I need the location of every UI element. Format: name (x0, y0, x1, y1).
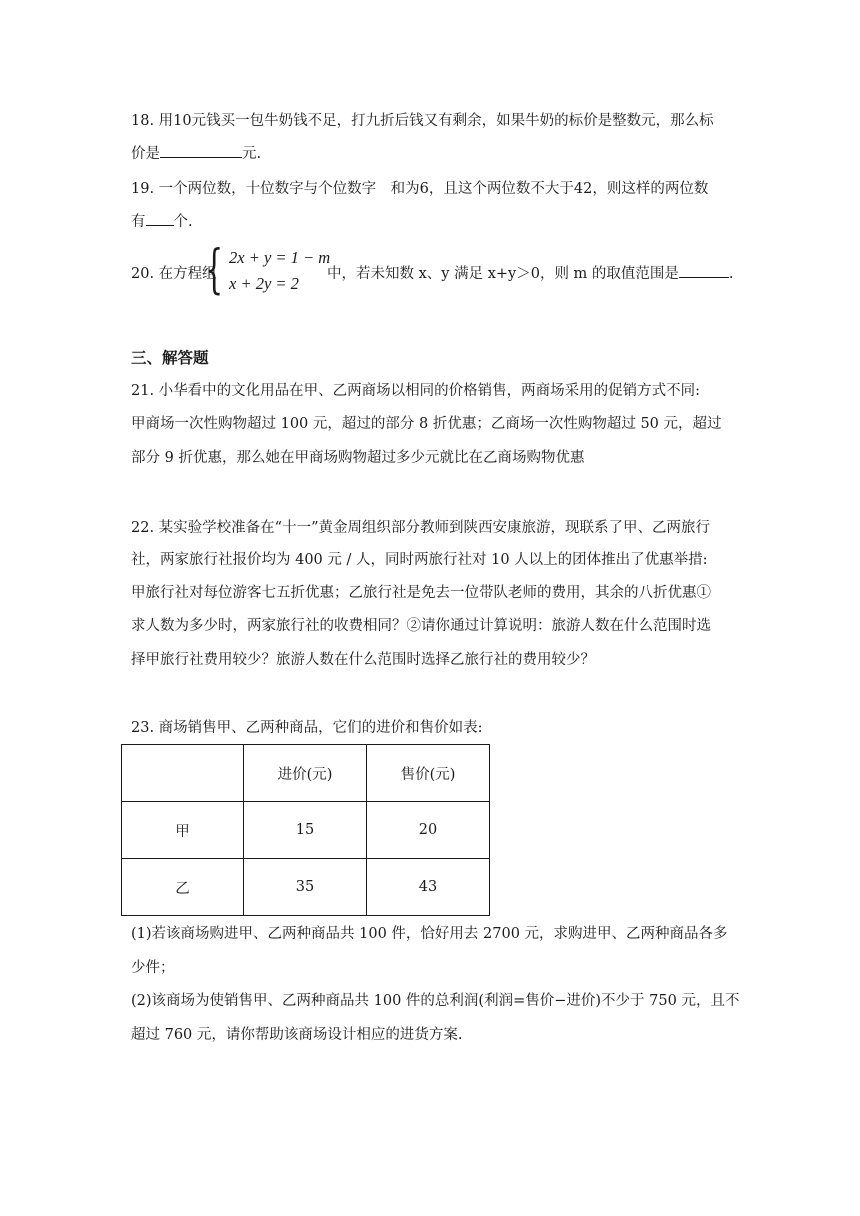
table-cell: 乙 (122, 859, 244, 916)
q20-condition-text: 中，若未知数 x、y 满足 x+y＞0，则 m 的取值范围是 (327, 266, 679, 282)
q19-prefix: 有 (131, 214, 146, 230)
section-heading: 三、解答题 (131, 348, 209, 367)
table-header-cell: 售价(元) (367, 745, 490, 802)
q23-part2-line-2: 超过 760 元，请你帮助该商场设计相应的进货方案. (131, 1027, 463, 1043)
q23-part2-line-1: (2)该商场为使销售甲、乙两种商品共 100 件的总利润(利润=售价−进价)不少于 750 元，且不 (131, 993, 740, 1009)
table-cell: 43 (367, 859, 490, 916)
table-cell: 20 (367, 802, 490, 859)
q20-equation-2: x + 2y = 2 (229, 274, 299, 293)
q20-label: 20. 在方程组 (131, 266, 217, 282)
table-header-row (122, 745, 490, 802)
q19-answer-blank[interactable] (146, 211, 174, 226)
q18-prefix: 价是 (131, 146, 160, 162)
q22-line-3: 甲旅行社对每位游客七五折优惠；乙旅行社是免去一位带队老师的费用，其余的八折优惠① (131, 585, 711, 601)
q18-line-2 (131, 143, 261, 165)
q23-intro: 23. 商场销售甲、乙两种商品，它们的进价和售价如表: (131, 720, 483, 736)
q19-line-2 (131, 211, 193, 233)
q18-answer-blank[interactable] (160, 143, 242, 158)
table-header-cell: 进价(元) (244, 745, 367, 802)
q21-line-3: 部分 9 折优惠，那么她在甲商场购物超过多少元就比在乙商场购物优惠 (131, 450, 585, 466)
table-row (122, 859, 490, 916)
q19-suffix: 个. (173, 214, 193, 230)
q21-line-2: 甲商场一次性购物超过 100 元，超过的部分 8 折优惠；乙商场一次性购物超过 50 元，超过 (131, 416, 722, 432)
q20-condition (327, 262, 734, 283)
q20-suffix: . (728, 266, 734, 282)
table-cell: 甲 (122, 802, 244, 859)
q21-line-1: 21. 小华看中的文化用品在甲、乙两商场以相同的价格销售，两商场采用的促销方式不同: (131, 383, 701, 399)
q22-line-5: 择甲旅行社费用较少？旅游人数在什么范围时选择乙旅行社的费用较少？ (131, 652, 595, 668)
q22-line-2: 社，两家旅行社报价均为 400 元 / 人，同时两旅行社对 10 人以上的团体推出了优惠举措: (131, 552, 708, 568)
price-table (121, 744, 490, 916)
q20-answer-blank[interactable] (679, 263, 729, 278)
table-cell: 35 (244, 859, 367, 916)
table-row (122, 802, 490, 859)
q18-suffix: 元. (242, 146, 262, 162)
q22-line-4: 求人数为多少时，两家旅行社的收费相同？②请你通过计算说明：旅游人数在什么范围时选 (131, 618, 711, 634)
q23-part1-line-2: 少件； (131, 960, 175, 976)
q19-line-1: 19. 一个两位数，十位数字与个位数字 和为6，且这个两位数不大于42，则这样的两位数 (131, 181, 709, 197)
equation-system-brace: { (205, 240, 224, 300)
q20-equation-1: 2x + y = 1 − m (229, 248, 331, 267)
table-header-cell (122, 745, 244, 802)
q22-line-1: 22. 某实验学校准备在“十一”黄金周组织部分教师到陕西安康旅游，现联系了甲、乙两旅行 (131, 520, 710, 536)
q23-part1-line-1: (1)若该商场购进甲、乙两种商品共 100 件，恰好用去 2700 元，求购进甲、乙两种商品各多 (131, 926, 728, 942)
table-cell: 15 (244, 802, 367, 859)
q18-line-1: 18. 用10元钱买一包牛奶钱不足，打九折后钱又有剩余，如果牛奶的标价是整数元，那么标 (131, 113, 714, 129)
